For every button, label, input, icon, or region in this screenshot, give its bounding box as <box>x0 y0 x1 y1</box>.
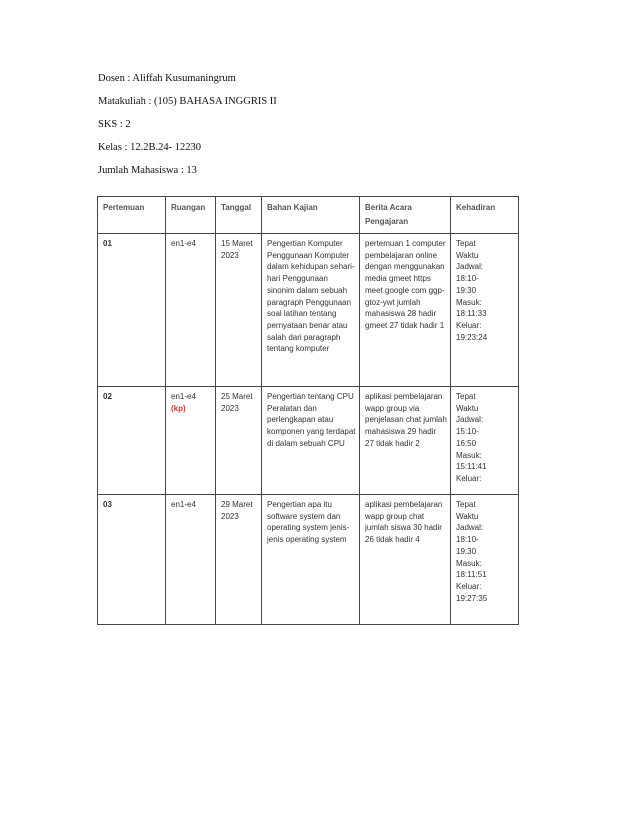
jumlah-mahasiswa-label: Jumlah Mahasiswa : 13 <box>98 165 197 176</box>
kehadiran-line: 18:11:51 <box>456 570 487 580</box>
cell-kehadiran <box>451 387 519 495</box>
cell-ruangan <box>166 387 216 495</box>
table-row <box>98 495 519 625</box>
kehadiran-line: Waktu <box>456 511 479 521</box>
kehadiran-line: 19:27:35 <box>456 593 488 603</box>
kehadiran-line: Masuk: <box>456 558 482 568</box>
cell-berita-acara: aplikasi pembelajaran wapp group via penjelasan chat jumlah mahasiswa 29 hadir 27 tidak hadir 2 <box>360 387 451 495</box>
ruangan-text: en1-e4 <box>171 500 196 509</box>
ruangan-tag: (kp) <box>171 403 186 413</box>
kehadiran-line: Tepat <box>456 392 476 401</box>
kehadiran-line: Keluar: <box>456 581 482 591</box>
cell-ruangan <box>166 234 216 387</box>
col-header-berita-acara: Berita Acara Pengajaran <box>360 197 451 234</box>
kehadiran-line: Tepat <box>456 239 476 248</box>
kehadiran-line: Keluar: <box>456 473 482 483</box>
table-row <box>98 387 519 495</box>
ruangan-text: en1-e4 <box>171 239 196 248</box>
kehadiran-line: 15:10- <box>456 427 479 437</box>
cell-bahan-kajian: Pengertian apa itu software system dan operating system jenis-jenis operating system <box>262 495 360 625</box>
cell-kehadiran <box>451 234 519 387</box>
col-header-tanggal: Tanggal <box>216 197 262 234</box>
sks-label: SKS : 2 <box>98 119 131 130</box>
table-header-row <box>98 197 519 234</box>
kehadiran-line: 19:30 <box>456 546 477 556</box>
kehadiran-line: 16:50 <box>456 438 477 448</box>
cell-pertemuan: 01 <box>98 234 166 387</box>
cell-tanggal: 15 Maret 2023 <box>216 234 262 387</box>
kehadiran-line: Masuk: <box>456 450 482 460</box>
kehadiran-line: Waktu <box>456 403 479 413</box>
kehadiran-line: 18:10- <box>456 535 479 545</box>
cell-pertemuan: 03 <box>98 495 166 625</box>
attendance-table <box>97 196 519 625</box>
kehadiran-line: 18:10- <box>456 274 479 284</box>
cell-ruangan <box>166 495 216 625</box>
kehadiran-line: Tepat <box>456 500 476 509</box>
col-header-bahan-kajian: Bahan Kajian <box>262 197 360 234</box>
kehadiran-line: Jadwal: <box>456 262 484 272</box>
kehadiran-line: Masuk: <box>456 297 482 307</box>
cell-kehadiran <box>451 495 519 625</box>
cell-pertemuan: 02 <box>98 387 166 495</box>
table-row <box>98 234 519 387</box>
kehadiran-line: 15:11:41 <box>456 462 487 472</box>
dosen-label: Dosen : Aliffah Kusumaningrum <box>98 73 236 84</box>
kehadiran-line: 19:30 <box>456 285 477 295</box>
cell-tanggal: 29 Maret 2023 <box>216 495 262 625</box>
col-header-pertemuan: Pertemuan <box>98 197 166 234</box>
cell-berita-acara: aplikasi pembelajaran wapp group chat jumlah siswa 30 hadir 26 tidak hadir 4 <box>360 495 451 625</box>
matakuliah-label: Matakuliah : (105) BAHASA INGGRIS II <box>98 96 277 107</box>
kelas-label: Kelas : 12.2B.24- 12230 <box>98 142 201 153</box>
kehadiran-line: 18:11:33 <box>456 309 487 319</box>
col-header-ruangan: Ruangan <box>166 197 216 234</box>
cell-bahan-kajian: Pengertian Komputer Penggunaan Komputer dalam kehidupan sehari-hari Penggunaan sinonim dalam sebuah paragraph Penggunaan soal latihan tentang pernyataan benar atau salah dari paragraph tentang komputer <box>262 234 360 387</box>
kehadiran-line: Jadwal: <box>456 523 484 533</box>
kehadiran-line: 19:23:24 <box>456 332 488 342</box>
kehadiran-line: Waktu <box>456 250 479 260</box>
col-header-kehadiran: Kehadiran <box>451 197 519 234</box>
kehadiran-line: Jadwal: <box>456 415 484 425</box>
cell-berita-acara: pertemuan 1 computer pembelajaran online dengan menggunakan media gmeet https meet google com ggp-gtoz-ywt jumlah mahasiswa 28 hadir gmeet 27 tidak hadir 1 <box>360 234 451 387</box>
ruangan-text: en1-e4 <box>171 392 196 401</box>
kehadiran-line: Keluar: <box>456 320 482 330</box>
cell-tanggal: 25 Maret 2023 <box>216 387 262 495</box>
cell-bahan-kajian: Pengertian tentang CPU Peralatan dan perlengkapan atau komponen yang terdapat di dalam sebuah CPU <box>262 387 360 495</box>
